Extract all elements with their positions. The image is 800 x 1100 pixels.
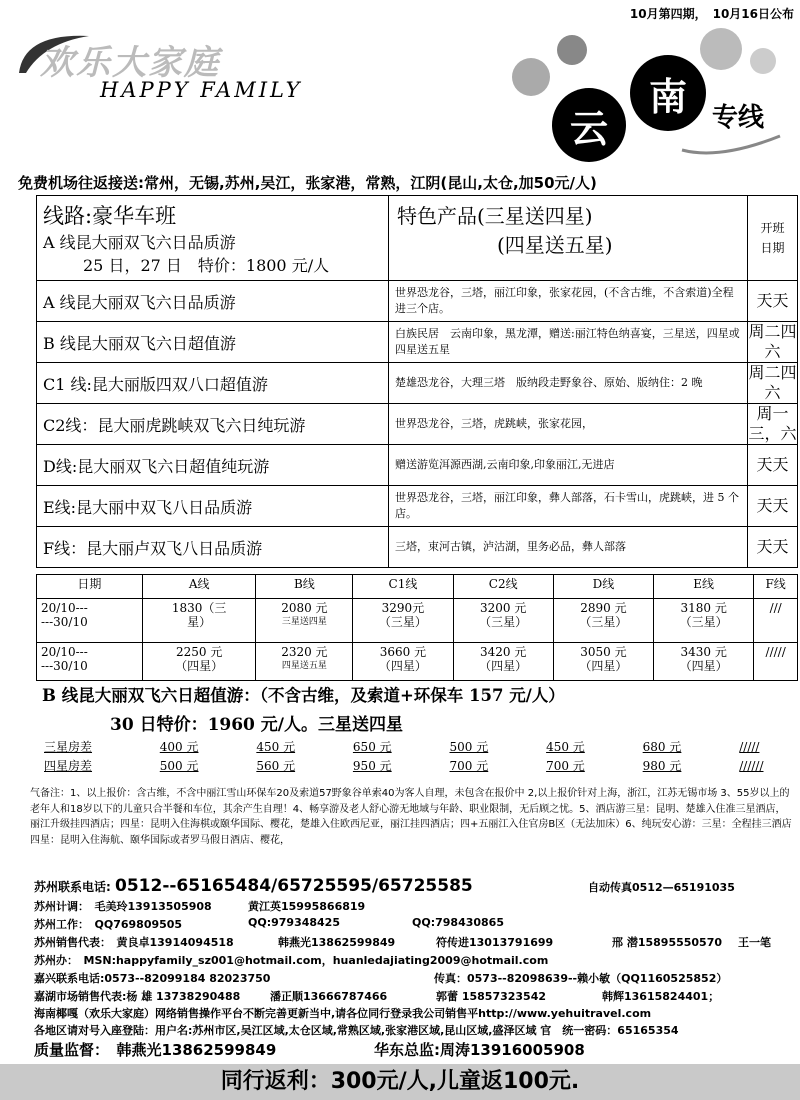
route-days: 天天 [748,486,798,527]
route-feature: 白族民居 云南印象，黑龙潭，赠送:丽江特色纳喜宴，三星送，四星或四星送五星 [389,322,748,363]
price-cell: 3290元 （三星） [353,599,453,643]
room-diff-value: 950 元 [352,759,392,773]
room-diff-row [36,737,798,756]
price-cell: /// [754,599,798,643]
routes-table [36,195,798,568]
route-row [37,527,798,568]
jiaxing-fax: 传真：0573--82098639--赖小敏（QQ1160525852） [434,972,728,985]
route-name: D线:昆大丽双飞六日超值纯玩游 [37,445,389,486]
room-diff-value: 500 元 [449,740,489,754]
price-cell: 3180 元 （三星） [654,599,754,643]
yun-badge: 云 [552,88,626,162]
price-cell: 3430 元 （四星） [654,643,754,681]
route-days: 周一三，六 [748,404,797,443]
website-line: 海南椰嘎（欢乐大家庭）网络销售操作平台不断完善更新当中,请各位同行登录我公司销售平http://www.yehuitravel.com [34,1007,652,1020]
suzhou-sales: 苏州销售代表： 黄良卓13914094518 [34,936,234,949]
room-diff-value: 450 元 [256,740,296,754]
room-diff-value: 400 元 [159,740,199,754]
route-name: E线:昆大丽中双飞八日品质游 [37,486,389,527]
rebate-banner: 同行返利：300元/人,儿童返100元. [0,1064,800,1100]
price-cell: 2080 元 三星送四星 [256,599,353,643]
decor-dot [512,58,550,96]
price-header: A线 [142,575,256,599]
sales-3: 符传进13013791699 [436,936,554,949]
room-diff-value: 980 元 [642,759,682,773]
quality-supervisor: 质量监督： 韩燕光13862599849 [34,1041,277,1059]
price-cell: 3050 元 （四星） [553,643,653,681]
featured-route-name: A 线昆大丽双飞六日品质游 [43,233,236,252]
jiaxing-phone: 嘉兴联系电话:0573--82099184 82023750 [34,972,271,985]
jiahu-sales-2: 潘正顺13666787466 [270,990,388,1003]
price-header: C2线 [453,575,553,599]
decor-dot [557,35,587,65]
east-china-director: 华东总监:周涛13916005908 [374,1041,585,1059]
room-diff-row [36,756,798,775]
price-row-4star [37,643,798,681]
route-row [37,363,798,404]
login-line: 各地区请对号入座登陆：用户名:苏州市区,吴江区域,太仓区域,常熟区域,张家港区域,昆山区域,盛泽区域 官 统一密码：65165354 [34,1024,679,1037]
promo-line-2: 30 日特价：1960 元/人。三星送四星 [110,715,404,735]
jiahu-sales-4: 韩辉13615824401； [602,990,720,1003]
room-diff-value: 560 元 [256,759,296,773]
price-header: E线 [654,575,754,599]
route-row [37,445,798,486]
decor-dot [700,28,742,70]
route-row [37,486,798,527]
logo-english: HAPPY FAMILY [100,78,303,102]
price-cell: 3660 元 （四星） [353,643,453,681]
price-header: 日期 [37,575,143,599]
route-feature: 世界恐龙谷，三塔，虎跳峡，张家花园， [389,404,748,445]
route-days: 天天 [748,445,798,486]
route-name: C2线：昆大丽虎跳峡双飞六日纯玩游 [37,404,389,445]
price-cell: 3200 元 （三星） [453,599,553,643]
suzhou-planner-2: 黄江英15995866819 [248,900,366,913]
sales-2: 韩燕光13862599849 [278,936,396,949]
zhuanxian-title: 专线 [712,103,765,133]
nan-badge: 南 [630,55,706,131]
route-name: F线：昆大丽卢双飞八日品质游 [37,527,389,568]
price-cell: 3420 元 （四星） [453,643,553,681]
route-name: B 线昆大丽双飞六日超值游 [37,322,389,363]
price-date: 20/10--- ---30/10 [37,599,143,643]
logo-chinese: 欢乐大家庭 [40,43,220,83]
room-diff-value: 500 元 [159,759,199,773]
suzhou-phone: 苏州联系电话: 0512--65165484/65725595/65725585 [34,876,473,896]
room-diff-table [36,737,798,775]
special-title: 特色产品(三星送四星) [397,204,593,228]
route-days: 天天 [748,281,798,322]
price-table [36,574,798,681]
work-qq-3: QQ:798430865 [412,916,504,929]
route-days: 周二四六 [748,322,797,361]
days-label: 开班日期 [748,196,798,281]
route-days: 周二四六 [748,363,797,402]
suzhou-planners: 苏州计调： 毛美玲13913505908 [34,900,212,913]
room-diff-value: ////// [739,758,764,773]
route-feature: 世界恐龙谷，三塔，丽江印象，彝人部落，石卡雪山，虎跳峡，进 5 个店。 [389,486,748,527]
work-qq-2: QQ:979348425 [248,916,340,929]
route-feature: 楚雄恐龙谷，大理三塔 版纳段走野象谷、原始、版纳住：2 晚 [389,363,748,404]
route-feature: 三塔，束河古镇，泸沽湖，里务必品，彝人部落 [389,527,748,568]
route-feature: 世界恐龙谷，三塔，丽江印象，张家花园，(不含古维，不含索道)全程进三个店。 [389,281,748,322]
price-header: D线 [553,575,653,599]
special-cell [389,196,748,281]
route-row [37,322,798,363]
room-diff-label: 四星房差 [44,759,93,773]
route-row [37,281,798,322]
room-diff-label: 三星房差 [44,740,93,754]
price-header: F线 [754,575,798,599]
price-header: B线 [256,575,353,599]
issue-date: 10月第四期， 10月16日公布 [629,7,794,21]
decor-dot [750,48,776,74]
price-cell: 2250 元 （四星） [142,643,256,681]
sales-4: 邢 潜15895550570 [612,936,723,949]
jiahu-sales: 嘉湖市场销售代表:杨 雄 13738290488 [34,990,241,1003]
price-cell: 1830（三 星） [142,599,256,643]
suzhou-work: 苏州工作： QQ769809505 [34,918,183,931]
route-feature: 赠送游览洱源西湖,云南印象,印象丽江,无进店 [389,445,748,486]
airport-pickup: 免费机场往返接送:常州，无锡,苏州,吴江，张家港，常熟，江阴(昆山,太仓,加50元/人) [18,174,597,192]
room-diff-value: ///// [739,739,760,754]
room-diff-value: 680 元 [642,740,682,754]
price-cell: 2320 元 四星送五星 [256,643,353,681]
special-subtitle: (四星送五星) [497,233,613,257]
swirl-icon [680,130,790,160]
route-name: A 线昆大丽双飞六日品质游 [37,281,389,322]
featured-route-price: 25 日，27 日 特价：1800 元/人 [83,256,330,275]
price-cell: ///// [754,643,798,681]
routes-title: 线路:豪华车班 [43,204,177,228]
route-days: 天天 [748,527,798,568]
room-diff-value: 700 元 [546,759,585,773]
route-name: C1 线:昆大丽版四双八口超值游 [37,363,389,404]
price-date: 20/10--- ---30/10 [37,643,143,681]
route-row [37,404,798,445]
routes-head-row [37,196,798,281]
suzhou-fax: 自动传真0512—65191035 [588,881,735,894]
price-header: C1线 [353,575,453,599]
msn-line: 苏州办： MSN:happyfamily_sz001@hotmail.com，huanledajiating2009@hotmail.com [34,954,549,967]
sales-5: 王一笔 [738,936,771,949]
jiahu-sales-3: 郭蕾 15857323542 [436,990,547,1003]
room-diff-value: 450 元 [546,740,585,754]
room-diff-value: 650 元 [352,740,392,754]
price-header-row [37,575,798,599]
remarks: 气备注：1、以上报价：含古维，不含中丽江雪山环保车20及索道57野象谷单索40为客人自理，未包含在报价中 2,以上报价针对上海，浙江，江苏无锡市场 3、55岁以上的老年人和18岁以下的儿童只合半餐和车位，其余产生自理！4、畅享游及老人舒心游无地域与年龄、职业限制，无后顾之忧。5、酒店游三星：昆明、楚雄入住准三星酒店，丽江升级挂四酒店；四星：昆明入住海棋或颐华国际、樱花，楚雄入住欧西尼亚，丽江挂四酒店；四+五丽江入住官房B区（无法加床）6、纯玩安心游：三星：全程挂三酒店 四星：昆明入住海航、颐华国际或者罗马假日酒店、樱花， [30,788,792,846]
room-diff-value: 700 元 [449,759,489,773]
promo-line-1: B 线昆大丽双飞六日超值游：（不含古维，及索道+环保车 157 元/人） [42,686,565,705]
route-title-cell [37,196,389,281]
price-cell: 2890 元 （三星） [553,599,653,643]
price-row-3star [37,599,798,643]
